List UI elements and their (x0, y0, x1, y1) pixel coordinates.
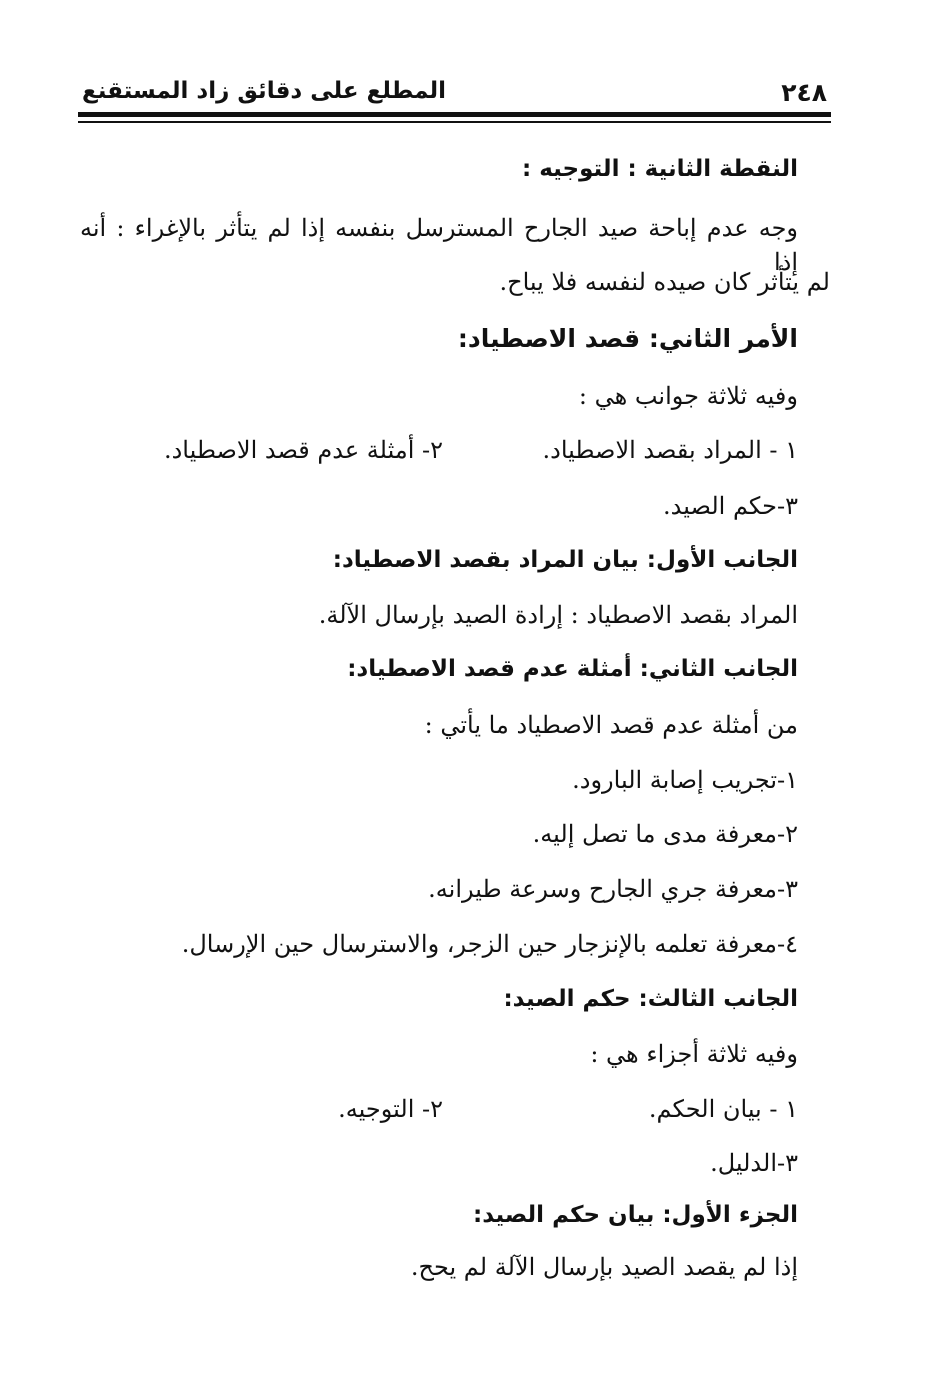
side2-item-4: ٤-معرفة تعلمه بالإنزجار حين الزجر، والاسترسال حين الإرسال. (181, 930, 798, 958)
point2-text-line2: لم يتأثر كان صيده لنفسه فلا يباح. (499, 268, 830, 296)
header-rule-thin (78, 121, 831, 123)
part1-text: إذا لم يقصد الصيد بإرسال الآلة لم يحح. (410, 1253, 798, 1281)
side2-item-2: ٢-معرفة مدى ما تصل إليه. (532, 820, 798, 848)
matter2-item2: ٢- أمثلة عدم قصد الاصطياد. (163, 436, 443, 464)
matter2-intro: وفيه ثلاثة جوانب هي : (578, 382, 798, 410)
page-number: ٢٤٨ (781, 78, 827, 107)
side2-heading: الجانب الثاني: أمثلة عدم قصد الاصطياد: (347, 656, 798, 682)
page-header (78, 70, 831, 110)
part1-heading: الجزء الأول: بيان حكم الصيد: (473, 1202, 798, 1228)
header-rule-thick (78, 112, 831, 117)
matter2-items-row1 (80, 433, 798, 467)
side3-item2: ٢- التوجيه. (338, 1095, 443, 1123)
point2-text-line1: وجه عدم إباحة صيد الجارح المسترسل بنفسه إذا لم يتأثر بالإغراء : أنه إذا (80, 214, 798, 276)
side3-intro: وفيه ثلاثة أجزاء هي : (590, 1040, 798, 1068)
side2-item-1: ١-تجريب إصابة البارود. (572, 766, 798, 794)
side3-item3: ٣-الدليل. (710, 1149, 798, 1177)
side3-items-row1 (80, 1092, 798, 1126)
side2-intro: من أمثلة عدم قصد الاصطياد ما يأتي : (424, 711, 798, 739)
side3-item1: ١ - بيان الحكم. (648, 1095, 798, 1123)
point2-heading: النقطة الثانية : التوجيه : (522, 156, 798, 182)
running-title: المطلع على دقائق زاد المستقنع (82, 78, 447, 104)
side1-heading: الجانب الأول: بيان المراد بقصد الاصطياد: (332, 547, 798, 573)
side3-heading: الجانب الثالث: حكم الصيد: (503, 986, 798, 1012)
matter2-item1: ١ - المراد بقصد الاصطياد. (542, 436, 798, 464)
side2-item-3: ٣-معرفة جري الجارح وسرعة طيرانه. (428, 875, 798, 903)
matter2-heading: الأمر الثاني: قصد الاصطياد: (457, 324, 798, 353)
matter2-item3: ٣-حكم الصيد. (663, 492, 798, 520)
side1-text: المراد بقصد الاصطياد : إرادة الصيد بإرسال الآلة. (318, 601, 798, 629)
